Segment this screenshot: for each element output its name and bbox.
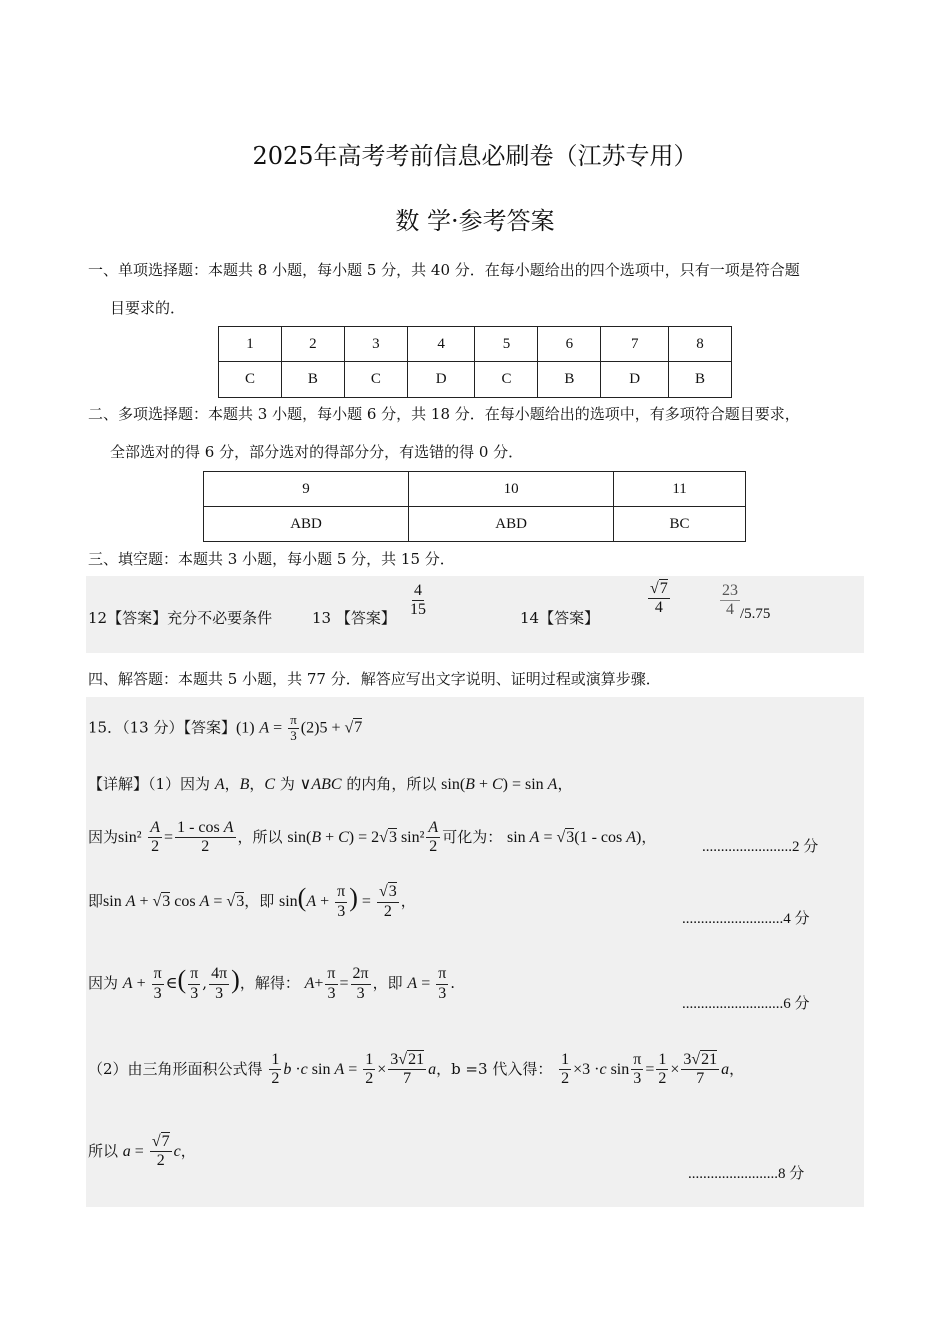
q15-head: 15．（13 分）【答案】	[88, 718, 236, 737]
q13-numerator: 4	[412, 582, 424, 601]
table-cell: 7	[601, 327, 669, 362]
table-cell: C	[475, 362, 538, 398]
table-row	[204, 507, 746, 542]
table-cell: B	[281, 362, 344, 398]
q13-label: 13 【答案】	[312, 609, 396, 627]
q15-ans2-label: (2)	[300, 719, 320, 737]
section4-heading: 四、解答题：本题共 5 小题，共 77 分．解答应写出文字说明、证明过程或演算步骤．	[88, 670, 661, 688]
score-6: ...........................6 分	[682, 996, 810, 1012]
table-cell: 4	[407, 327, 475, 362]
section1-heading-cont: 目要求的．	[110, 299, 186, 317]
page-title: 2025年高考考前信息必刷卷（江苏专用）	[252, 142, 698, 170]
detail-label: 【详解】（1）因为	[88, 775, 211, 793]
q15-ans1-label: (1)	[235, 719, 255, 737]
q14-fraction-a: $\frac{√7}{4}$	[650, 580, 668, 617]
table-cell: B	[538, 362, 601, 398]
detail-inner: 的内角，所以	[346, 775, 437, 793]
table-cell: 3	[344, 327, 407, 362]
section1-heading: 一、单项选择题：本题共 8 小题，每小题 5 分，共 40 分．在每小题给出的四个选项中，只有一项是符合题	[88, 261, 800, 279]
table-cell: 2	[281, 327, 344, 362]
so-text: ，所以	[237, 827, 283, 846]
section3-heading: 三、填空题：本题共 3 小题，每小题 5 分，共 15 分．	[88, 550, 455, 568]
single-choice-table	[218, 326, 732, 398]
formula-line-2: 即sin A + √3 cos A = √3，即 sin(A + $\frac{\pi}{3}$ ) = $\frac{√3}{2}$ ，	[88, 883, 416, 920]
table-row	[204, 472, 746, 507]
formula-line-1: 因为sin² $\frac{A}{2}$ = $\frac{\text{1 - cos A}}{2}$ ，所以 sin(B + C) = 2√3 sin² $\frac{A}{2}$ 可化为： sin A = √3(1 - cos A)，	[88, 819, 657, 856]
detail-line: 【详解】（1）因为 A，B，C 为 ∨ABC 的内角，所以 sin(B + C) = sin A，	[88, 775, 573, 793]
table-cell: D	[601, 362, 669, 398]
q14a-denominator: 4	[654, 599, 663, 617]
q15-answer-line: 15．（13 分）【答案】(1) A = $\frac{\pi}{3}$ (2)5 + √7	[88, 712, 363, 743]
q14b-numerator: 23	[720, 582, 740, 601]
table-cell: BC	[614, 507, 746, 542]
table-cell: 6	[538, 327, 601, 362]
q13-fraction	[406, 582, 430, 620]
part2-sub: ，b =3 代入得：	[436, 1059, 553, 1078]
table-row	[219, 362, 732, 398]
fill-blank-answers	[86, 576, 864, 653]
table-cell: 10	[409, 472, 614, 507]
table-cell: C	[344, 362, 407, 398]
table-cell: 8	[669, 327, 732, 362]
q14-decimal: /5.75	[740, 606, 771, 622]
ji-text: 即	[88, 892, 104, 910]
section2-heading: 二、多项选择题：本题共 3 小题，每小题 6 分，共 18 分．在每小题给出的选项中，有多项符合题目要求，	[88, 405, 800, 423]
score-8: ........................8 分	[688, 1166, 805, 1182]
page-subtitle: 数 学·参考答案	[395, 207, 555, 235]
table-cell: 11	[614, 472, 746, 507]
so-text-2: 所以	[88, 1141, 119, 1160]
multi-choice-table	[203, 471, 746, 542]
q14a-numerator: 7	[659, 580, 668, 597]
q14-label: 14【答案】	[520, 609, 600, 627]
part2-label: （2）由三角形面积公式得	[88, 1059, 263, 1078]
formula-line-5: 所以 a = $\frac{√7}{2}$ c，	[88, 1133, 196, 1170]
table-cell: 1	[219, 327, 282, 362]
table-row	[219, 327, 732, 362]
q15-solution	[86, 697, 864, 1207]
q12-answer: 12【答案】充分不必要条件	[88, 609, 273, 627]
section2-heading-cont: 全部选对的得 6 分，部分选对的得部分分，有选错的得 0 分．	[110, 443, 524, 461]
score-4: ...........................4 分	[682, 911, 810, 927]
score-2: ........................2 分	[702, 839, 819, 855]
table-cell: ABD	[204, 507, 409, 542]
formula-line-4: （2）由三角形面积公式得 $\frac{1}{2}$ b ·c sin A = $\frac{1}{2}$ × $\frac{3√21}{7}$ a，b =3 代入得： $\frac{1}{2}$ ×3 ·c sin $\frac{\pi}{3}$ = $\frac{1}{2}$ × $\frac{3√21}{7}$ a，	[88, 1051, 745, 1088]
simplify-text: 可化为：	[442, 827, 503, 846]
formula-line-3: 因为 A + $\frac{\pi}{3}$ ∈( $\frac{\pi}{3}$ , $\frac{4\pi}{3}$ )，解得： A+ $\frac{\pi}{3}$ = $\frac{2\pi}{3}$ ，即 A = $\frac{\pi}{3}$ .	[88, 965, 456, 1002]
because-text-2: 因为	[88, 974, 119, 992]
q14b-denominator: 4	[726, 601, 734, 619]
table-cell: 5	[475, 327, 538, 362]
ji3-text: ，即	[372, 974, 403, 992]
table-cell: D	[407, 362, 475, 398]
solve-text: ，解得：	[239, 974, 300, 992]
table-cell: 9	[204, 472, 409, 507]
table-cell: ABD	[409, 507, 614, 542]
table-cell: B	[669, 362, 732, 398]
ji2-text: ，即	[244, 892, 275, 910]
table-cell: C	[219, 362, 282, 398]
q13-denominator: 15	[410, 601, 426, 619]
q14-fraction-b	[718, 582, 742, 620]
because-text: 因为	[88, 827, 119, 846]
